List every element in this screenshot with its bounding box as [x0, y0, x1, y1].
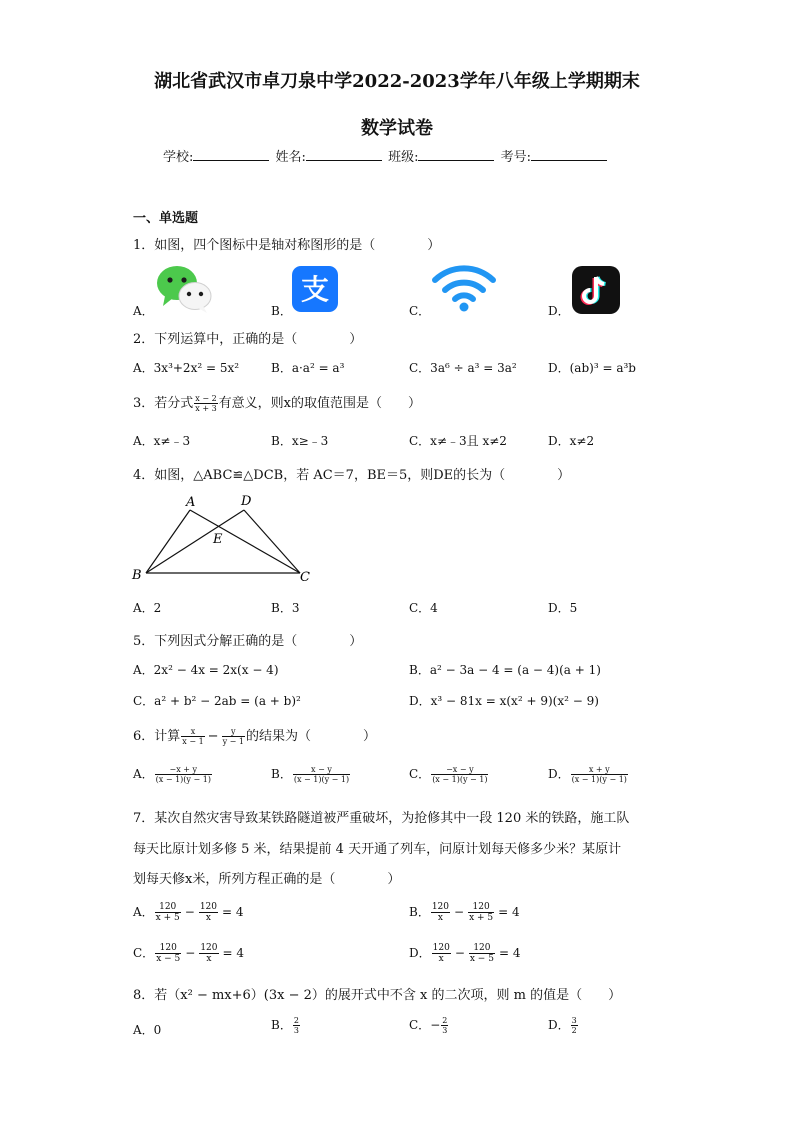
q7-c-label: C． — [133, 946, 155, 960]
q7-c-n2: 120 — [200, 943, 218, 953]
q6-b-label: B． — [271, 767, 292, 781]
q7-d-d1: x — [438, 954, 444, 964]
q7-c-frac1 — [155, 943, 181, 964]
q7-a-label: A． — [133, 905, 154, 919]
q7-c-rhs: = 4 — [222, 946, 245, 960]
q4-option-d: D．5 — [548, 601, 578, 615]
q8-d-label: D． — [548, 1018, 570, 1032]
q3-option-c: C．x≠﹣3且 x≠2 — [409, 434, 507, 448]
q3-option-b: B．x≥﹣3 — [271, 434, 329, 448]
q8-a-label: A． — [133, 1023, 154, 1037]
number-blank[interactable] — [531, 148, 607, 161]
q8-option-b — [271, 1016, 301, 1035]
q7-d-frac1 — [432, 943, 451, 964]
q6-option-b — [271, 765, 351, 784]
question-3-stem — [133, 392, 421, 413]
point-d-label: D — [241, 494, 252, 509]
q3-stem-pre: 3．若分式 — [133, 396, 194, 411]
class-blank[interactable] — [418, 148, 494, 161]
q1-option-d-label: D． — [548, 304, 570, 318]
q2-option-d: D．(ab)³ = a³b — [548, 361, 636, 375]
q7-b-frac1 — [431, 902, 450, 923]
question-7-line-3: 划每天修x米，所列方程正确的是（ ） — [133, 872, 401, 887]
q7-a-frac1 — [155, 902, 181, 923]
q7-option-d — [409, 943, 520, 964]
question-5-stem: 5．下列因式分解正确的是（ ） — [133, 634, 363, 649]
q6-d-num: x + y — [571, 765, 628, 775]
q7-d-label: D． — [409, 946, 431, 960]
q3-fraction — [194, 394, 217, 413]
q6-f2-num: y — [222, 727, 245, 737]
q6-fraction-1 — [181, 727, 204, 746]
q3-option-a: A．x≠﹣3 — [133, 434, 191, 448]
question-7-line-1: 7．某次自然灾害导致某铁路隧道被严重破坏，为抢修其中一段 120 米的铁路，施工队 — [133, 811, 630, 826]
q7-b-minus: − — [454, 905, 465, 919]
class-label: 班级: — [388, 150, 419, 165]
q7-b-d1: x — [437, 913, 443, 923]
q6-stem-pre: 6．计算 — [133, 729, 181, 744]
tiktok-icon — [572, 266, 620, 314]
q4-option-a: A．2 — [133, 601, 162, 615]
q6-b-num: x − y — [293, 765, 350, 775]
q6-d-label: D． — [548, 767, 570, 781]
wechat-icon — [155, 264, 213, 314]
q1-option-b-label: B． — [271, 304, 292, 318]
q8-b-label: B． — [271, 1018, 292, 1032]
q7-c-frac2 — [199, 943, 218, 964]
q1-option-a-label: A． — [133, 304, 154, 318]
q6-c-frac — [431, 765, 488, 784]
q6-d-frac — [571, 765, 628, 784]
q7-a-d2: x — [205, 913, 211, 923]
q4-option-c: C．4 — [409, 601, 438, 615]
q8-b-num: 2 — [293, 1016, 299, 1025]
question-4-stem: 4．如图，△ABC≌△DCB，若 AC＝7，BE＝5，则DE的长为（ ） — [133, 468, 571, 483]
school-blank[interactable] — [193, 148, 269, 161]
q8-a-value: 0 — [153, 1023, 162, 1037]
triangle-figure — [128, 490, 318, 585]
q6-f2-den: y − 1 — [222, 737, 244, 746]
q6-option-a — [133, 765, 213, 784]
triangle-lines — [146, 510, 300, 573]
q3-stem-post: 有意义，则x的取值范围是（ ） — [218, 396, 422, 411]
q7-a-n1: 120 — [155, 902, 181, 913]
q6-stem-post: 的结果为（ ） — [245, 729, 376, 744]
q8-option-d — [548, 1016, 579, 1035]
q8-d-num: 3 — [571, 1016, 577, 1025]
q6-a-num: −x + y — [155, 765, 212, 775]
q8-option-a — [133, 1021, 161, 1038]
alipay-glyph: 支 — [300, 273, 330, 306]
q6-f1-den: x − 1 — [182, 737, 204, 746]
q7-d-n1: 120 — [432, 943, 450, 953]
q6-minus: − — [207, 729, 219, 744]
q7-d-frac2 — [469, 943, 495, 964]
page-subtitle: 数学试卷 — [361, 118, 433, 139]
q6-b-den: (x − 1)(y − 1) — [293, 775, 350, 784]
q5-option-b: B．a² − 3a − 4 = (a − 4)(a + 1) — [409, 663, 601, 677]
q3-option-d: D．x≠2 — [548, 434, 595, 448]
q7-c-d2: x — [206, 954, 212, 964]
q8-b-frac — [293, 1016, 300, 1035]
name-label: 姓名: — [275, 150, 306, 165]
q8-d-den: 2 — [571, 1026, 577, 1035]
point-c-label: C — [300, 570, 310, 585]
q5-option-c: C．a² + b² − 2ab = (a + b)² — [133, 694, 301, 708]
q7-b-rhs: = 4 — [498, 905, 520, 919]
q7-b-n1: 120 — [431, 902, 450, 912]
q5-option-a: A．2x² − 4x = 2x(x − 4) — [133, 663, 279, 677]
q6-a-frac — [155, 765, 212, 784]
q8-option-c — [409, 1016, 449, 1035]
q7-b-n2: 120 — [468, 902, 494, 913]
q2-option-c: C．3a⁶ ÷ a³ = 3a² — [409, 361, 517, 375]
q7-d-d2: x − 5 — [469, 954, 494, 964]
q7-a-d1: x + 5 — [155, 913, 180, 923]
number-label: 考号: — [500, 150, 531, 165]
q7-d-n2: 120 — [469, 943, 495, 954]
question-2-stem: 2．下列运算中，正确的是（ ） — [133, 332, 363, 347]
name-blank[interactable] — [306, 148, 382, 161]
question-6-stem — [133, 725, 376, 746]
q6-b-frac — [293, 765, 350, 784]
q3-frac-den: x + 3 — [195, 404, 217, 413]
q7-b-d2: x + 5 — [469, 913, 494, 923]
q7-b-label: B． — [409, 905, 430, 919]
q6-a-den: (x − 1)(y − 1) — [155, 775, 211, 784]
q7-a-frac2 — [199, 902, 218, 923]
q7-c-minus: − — [185, 946, 196, 960]
q7-option-a — [133, 902, 244, 923]
q6-c-num: −x − y — [431, 765, 488, 775]
page-title: 湖北省武汉市卓刀泉中学2022-2023学年八年级上学期期末 — [154, 71, 640, 92]
q6-c-den: (x − 1)(y − 1) — [432, 775, 488, 784]
q8-c-frac — [441, 1016, 448, 1035]
q8-d-frac — [571, 1016, 578, 1035]
q2-option-a: A．3x³+2x² = 5x² — [133, 361, 240, 375]
q2-option-b: B．a·a² = a³ — [271, 361, 345, 375]
section-heading: 一、单选题 — [133, 211, 199, 226]
q7-d-minus: − — [454, 946, 465, 960]
q8-c-label: C． — [409, 1018, 431, 1032]
q8-b-den: 3 — [293, 1026, 299, 1035]
q3-frac-num: x − 2 — [195, 394, 217, 403]
q7-option-c — [133, 943, 244, 964]
info-line — [163, 146, 609, 165]
point-b-label: B — [132, 568, 142, 583]
q7-a-n2: 120 — [199, 902, 217, 912]
q7-a-minus: − — [184, 905, 195, 919]
q5-option-d: D．x³ − 81x = x(x² + 9)(x² − 9) — [409, 694, 599, 708]
point-a-label: A — [186, 495, 196, 510]
q6-f1-num: x — [181, 727, 204, 737]
alipay-icon — [292, 266, 338, 312]
question-8-stem: 8．若（x² − mx+6）(3x − 2）的展开式中不含 x 的二次项，则 m 的值是（ ） — [133, 988, 622, 1003]
q7-a-rhs: = 4 — [222, 905, 244, 919]
q7-c-d1: x − 5 — [156, 954, 181, 964]
q6-c-label: C． — [409, 767, 431, 781]
school-label: 学校: — [163, 150, 194, 165]
q4-option-b: B．3 — [271, 601, 300, 615]
q6-fraction-2 — [222, 727, 245, 746]
q1-option-c-label: C． — [409, 304, 431, 318]
q6-option-d — [548, 765, 629, 784]
q8-c-sign: − — [430, 1018, 441, 1032]
q7-c-n1: 120 — [155, 943, 181, 954]
q7-option-b — [409, 902, 520, 923]
point-e-label: E — [213, 532, 223, 547]
wifi-icon — [431, 262, 497, 312]
q8-c-den: 3 — [442, 1026, 448, 1035]
q7-b-frac2 — [468, 902, 494, 923]
q8-c-num: 2 — [442, 1016, 448, 1025]
q7-d-rhs: = 4 — [498, 946, 521, 960]
q6-a-label: A． — [133, 767, 154, 781]
question-1-stem: 1．如图，四个图标中是轴对称图形的是（ ） — [133, 238, 441, 253]
q6-option-c — [409, 765, 489, 784]
q6-d-den: (x − 1)(y − 1) — [571, 775, 627, 784]
question-7-line-2: 每天比原计划多修 5 米，结果提前 4 天开通了列车，问原计划每天修多少米？某原计 — [133, 842, 622, 857]
